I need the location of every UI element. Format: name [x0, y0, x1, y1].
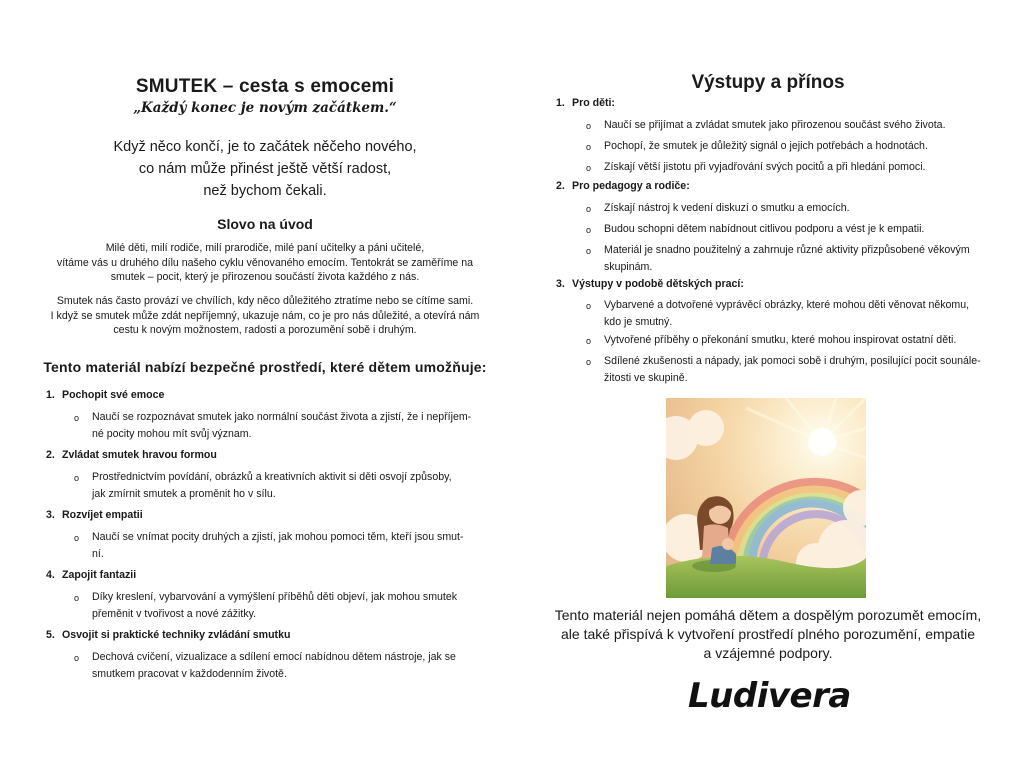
circle-bullet-icon: o	[586, 142, 592, 152]
bullet-line: Vybarvené a dotvořené vyprávěcí obrázky, které mohou děti věnovat někomu,	[604, 299, 970, 311]
list-number: 2.	[556, 180, 565, 192]
section-title: Výstupy a přínos	[691, 72, 845, 93]
bullet-line: kdo je smutný.	[604, 316, 673, 328]
bullet-line: přeměnit v tvořivost a nové zážitky.	[92, 608, 257, 620]
page-title: SMUTEK – cesta s emocemi	[135, 76, 395, 97]
intro-text	[40, 136, 490, 202]
bullet-item	[586, 138, 928, 155]
circle-bullet-icon: o	[586, 336, 592, 346]
circle-bullet-icon: o	[74, 593, 80, 603]
bullet-item	[586, 332, 957, 349]
bullet-line: Vytvořené příběhy o překonání smutku, které mohou inspirovat ostatní děti.	[604, 334, 957, 346]
motto: „Každý konec je novým začátkem.“	[133, 100, 397, 116]
ludivera-logo: Ludivera	[688, 676, 851, 716]
circle-bullet-icon: o	[74, 413, 80, 423]
bullet-line: Prostřednictvím povídání, obrázků a kreativních aktivit si děti osvojí způsoby,	[92, 471, 452, 483]
bullet-item	[586, 117, 946, 134]
list-item	[46, 569, 136, 581]
paragraph-line: vítáme vás u druhého dílu našeho cyklu věnovaného emocím. Tentokrát se zaměříme na	[56, 256, 474, 269]
circle-bullet-icon: o	[586, 163, 592, 173]
circle-bullet-icon: o	[586, 357, 592, 367]
bullet-line: Získají větší jistotu při vyjadřování svých pocitů a při hledání pomoci.	[604, 161, 926, 173]
bullet-line: Materiál je snadno použitelný a zahrnuje různé aktivity přizpůsobené věkovým	[604, 244, 970, 256]
circle-bullet-icon: o	[74, 473, 80, 483]
bullet-line: Díky kreslení, vybarvování a vymýšlení příběhů děti objeví, jak mohou smutek	[92, 591, 458, 603]
welcome-paragraph-1	[40, 241, 490, 285]
intro-line: než bychom čekali.	[203, 183, 327, 199]
bullet-line: né pocity mohou mít svůj význam.	[92, 428, 252, 440]
list-item-title: Výstupy v podobě dětských prací:	[572, 278, 744, 290]
list-number: 3.	[46, 509, 55, 521]
list-item	[556, 97, 615, 109]
list-item-title: Zapojit fantazii	[62, 569, 137, 581]
illustration-girl-rainbow	[666, 398, 866, 598]
list-number: 4.	[46, 569, 55, 581]
list-number: 2.	[46, 449, 55, 461]
closing-text	[548, 606, 988, 663]
list-item	[46, 449, 217, 461]
bullet-line: Dechová cvičení, vizualizace a sdílení emocí nabídnou dětem nástroje, jak se	[92, 651, 456, 663]
paragraph-line: smutek – pocit, který je přirozenou součástí života každého z nás.	[110, 271, 420, 283]
list-item	[556, 180, 690, 192]
welcome-heading: Slovo na úvod	[217, 216, 313, 232]
bullet-item	[74, 529, 464, 563]
bullet-item	[586, 221, 925, 238]
bullet-line: Naučí se vnímat pocity druhých a zjistí, jak mohou pomoci těm, kteří jsou smut-	[92, 531, 464, 543]
list-number: 1.	[46, 389, 55, 401]
closing-line: Tento materiál nejen pomáhá dětem a dospělým porozumět emocím,	[554, 607, 982, 623]
list-number: 1.	[556, 97, 565, 109]
paragraph-line: Milé děti, milí rodiče, milí prarodiče, milé paní učitelky a páni učitelé,	[105, 242, 425, 254]
bullet-item	[74, 649, 456, 683]
list-item-title: Pro pedagogy a rodiče:	[572, 180, 690, 192]
bullet-line: Sdílené zkušenosti a nápady, jak pomoci sobě i druhým, posilující pocit sounále-	[604, 355, 981, 367]
intro-line: co nám může přinést ještě větší radost,	[138, 161, 392, 177]
closing-line: a vzájemné podpory.	[703, 645, 833, 661]
bullet-line: jak zmírnit smutek a proměnit ho v sílu.	[92, 488, 276, 500]
circle-bullet-icon: o	[586, 225, 592, 235]
bullet-line: Získají nástroj k vedení diskuzí o smutku a emocích.	[604, 202, 850, 214]
bullet-item	[586, 200, 850, 217]
closing-line: ale také přispívá k vytvoření prostředí plného porozumění, empatie	[561, 626, 975, 642]
bullet-item	[74, 589, 458, 623]
circle-bullet-icon: o	[586, 121, 592, 131]
bullet-line: Pochopí, že smutek je důležitý signál o jejich potřebách a hodnotách.	[604, 140, 928, 152]
bullet-item	[74, 469, 452, 503]
bullet-line: Budou schopni dětem nabídnout citlivou podporu a vést je k empatii.	[604, 223, 925, 235]
offer-heading: Tento materiál nabízí bezpečné prostředí, které dětem umožňuje:	[43, 359, 487, 375]
list-item	[46, 629, 290, 641]
bullet-line: Naučí se přijímat a zvládat smutek jako přirozenou součást svého života.	[604, 119, 946, 131]
paragraph-line: Smutek nás často provází ve chvílích, kdy něco důležitého ztratíme nebo se cítíme sami.	[56, 295, 474, 307]
circle-bullet-icon: o	[586, 246, 592, 256]
bullet-line: smutkem pracovat v každodenním životě.	[92, 668, 287, 680]
bullet-line: žitosti ve skupině.	[604, 372, 688, 384]
list-item-title: Rozvíjet empatii	[62, 509, 143, 521]
paragraph-line: I když se smutek může zdát nepříjemný, ukazuje nám, co je pro nás důležité, a otevírá nám	[50, 309, 480, 322]
bullet-line: skupinám.	[604, 261, 653, 273]
bullet-item	[586, 159, 926, 176]
bullet-line: ní.	[92, 548, 104, 560]
list-item	[46, 389, 164, 401]
bullet-item	[586, 242, 970, 276]
circle-bullet-icon: o	[74, 653, 80, 663]
bullet-item	[586, 353, 981, 387]
list-item-title: Zvládat smutek hravou formou	[62, 449, 217, 461]
list-item-title: Pro děti:	[572, 97, 615, 109]
list-item-title: Pochopit své emoce	[62, 389, 165, 401]
list-item-title: Osvojit si praktické techniky zvládání smutku	[62, 629, 291, 641]
bullet-line: Naučí se rozpoznávat smutek jako normální součást života a zjistí, že i nepříjem-	[92, 411, 472, 423]
list-number: 3.	[556, 278, 565, 290]
circle-bullet-icon: o	[74, 533, 80, 543]
bullet-item	[586, 297, 970, 331]
circle-bullet-icon: o	[586, 204, 592, 214]
welcome-paragraph-2	[40, 294, 490, 338]
paragraph-line: cestu k novým možnostem, radosti a porozumění sobě i druhým.	[113, 324, 417, 336]
circle-bullet-icon: o	[586, 301, 592, 311]
intro-line: Když něco končí, je to začátek něčeho nového,	[113, 139, 417, 155]
list-item	[46, 509, 143, 521]
list-number: 5.	[46, 629, 55, 641]
bullet-item	[74, 409, 472, 443]
list-item	[556, 278, 744, 290]
